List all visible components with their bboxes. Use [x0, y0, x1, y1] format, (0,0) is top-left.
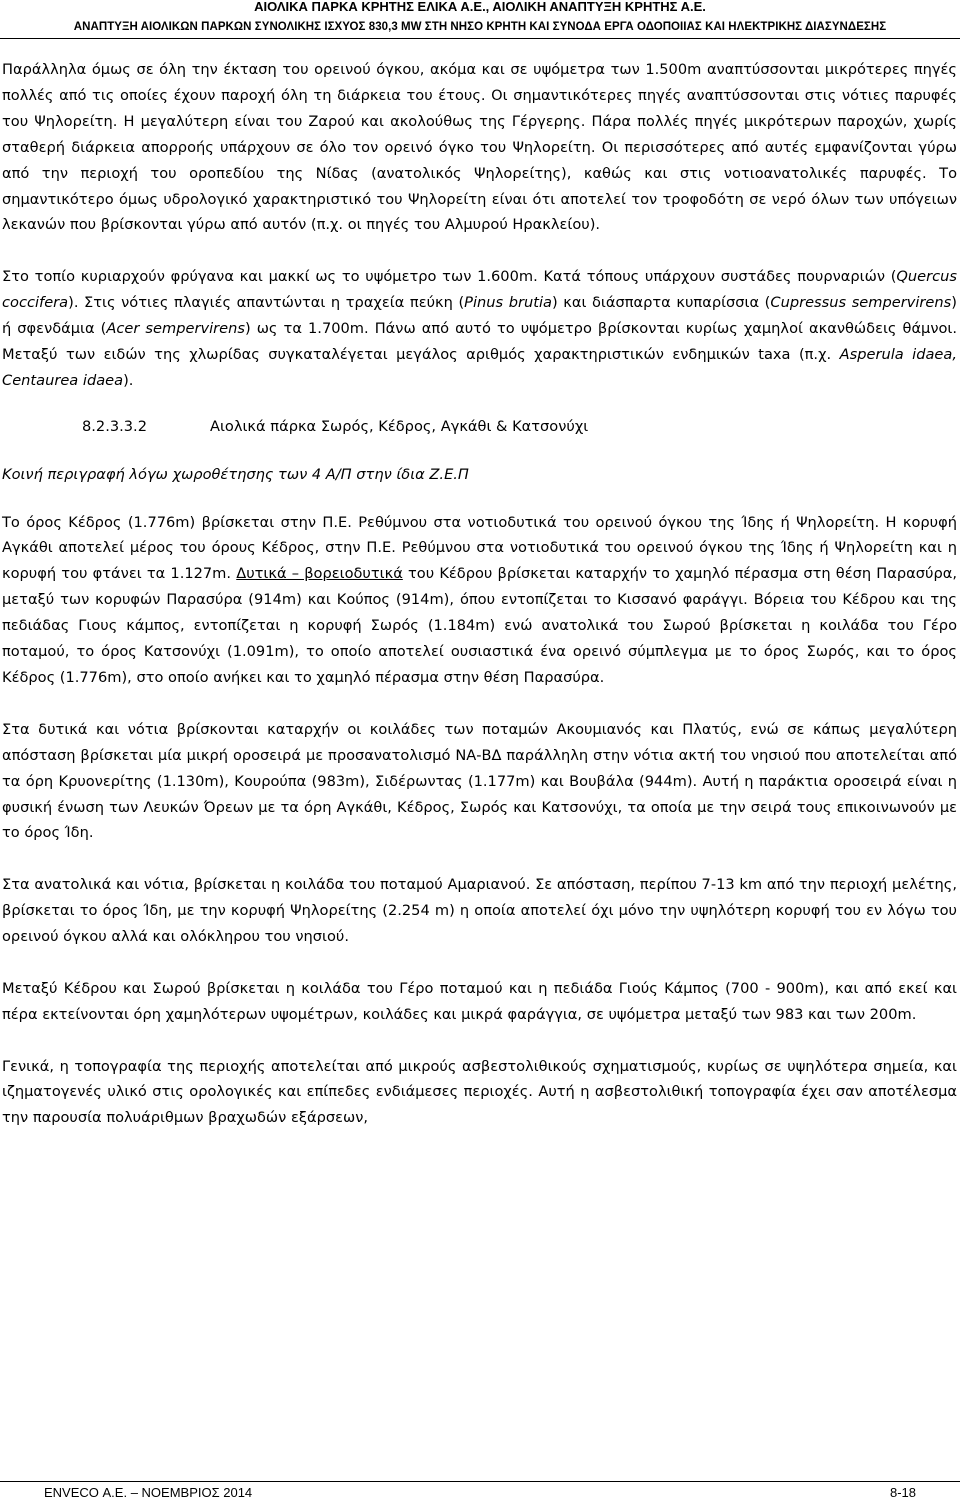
underlined-text: Δυτικά – βορειοδυτικά: [236, 565, 403, 583]
section-heading: [2, 414, 957, 440]
text-run: Το όρος Κέδρος (1.776m) βρίσκεται στην Π.Ε. Ρεθύμνου στα νοτιοδυτικά του ορεινού όγκου της Ίδης ή Ψηλορείτη. Η κορυφή Αγκάθι αποτελεί μέρος του όρους Κέδρος, στην Π.Ε. Ρεθύμνου στα νοτιοδυτικά του ορεινού όγκου της Ίδης ή Ψηλορείτη και η κορυφή του φτάνει τα 1.127m.: [2, 513, 957, 583]
text-run: ). Στις νότιες πλαγιές απαντώνται η τραχεία πεύκη (: [68, 294, 465, 312]
species-name: Quercus coccifera: [2, 268, 957, 312]
paragraph-springs: Παράλληλα όμως σε όλη την έκταση του ορεινού όγκου, ακόμα και σε υψόμετρα των 1.500m αναπτύσσονται μικρότερες πηγές πολλές από τις οποίες έχουν παροχή όλη τη διάρκεια του έτους. Οι σημαντικότερες πηγές αναπτύσσονται στις νότιες παρυφές του Ψηλορείτη. Η μεγαλύτερη είναι του Ζαρού και ακολούθως της Γέργερης. Πάρα πολλές πηγές μικρότερων παροχών, χωρίς σταθερή διάρκεια απορροής υπάρχουν σε όλο τον ορεινό όγκο του Ψηλορείτη. Οι περισσότερες από αυτές εμφανίζονται γύρω από την περιοχή του οροπεδίου της Νίδας (ανατολικός Ψηλορείτης), καθώς και στις νοτιοανατολικές παρυφές. Το σημαντικότερο όμως υδρολογικό χαρακτηριστικό του Ψηλορείτη είναι ότι αποτελεί τον τροφοδότη σε νερό όλων των υπόγειων λεκανών που βρίσκονται γύρω από αυτόν (π.χ. οι πηγές του Αλμυρού Ηρακλείου).: [2, 61, 957, 234]
species-name: Asperula idaea, Centaurea idaea: [2, 345, 957, 389]
paragraph-west-south: Στα δυτικά και νότια βρίσκονται καταρχήν οι κοιλάδες των ποταμών Ακουμιανός και Πλατύς, ενώ σε κάπως μεγαλύτερη απόσταση βρίσκεται μία μικρή οροσειρά με προσανατολισμό ΝΑ-ΒΔ παράλληλη στην νότια ακτή του νησιού που αποτελείται από τα όρη Κρυονερίτης (1.130m), Κουρούπα (983m), Σιδέρωντας (1.177m) και Βουβάλα (944m). Αυτή η παράκτια οροσειρά είναι η φυσική ένωση των Λευκών Όρεων με τα όρη Αγκάθι, Κέδρος, Σωρός και Κατσονύχι, τα οποία με την σειρά τους επικοινωνούν με το όρος Ίδη.: [2, 720, 957, 842]
footer-company-date: ENVECO Α.Ε. – ΝΟΕΜΒΡΙΟΣ 2014: [44, 1485, 253, 1500]
species-name: Cupressus sempervirens: [770, 294, 952, 312]
text-run: ) ή σφενδάμια (: [2, 294, 957, 338]
page-header: [0, 0, 960, 39]
paragraph-kedros: [2, 510, 957, 691]
section-subtitle: Κοινή περιγραφή λόγω χωροθέτησης των 4 Α/Π στην ίδια Ζ.Ε.Π: [2, 465, 469, 483]
text-run: ) ως τα 1.700m. Πάνω από αυτό το υψόμετρο βρίσκονται κυρίως χαμηλοί ακανθώδεις θάμνοι. Μεταξύ των ειδών της χλωρίδας συγκαταλέγεται μεγάλος αριθμός χαρακτηριστικών ενδημικών taxa (π.χ.: [2, 320, 958, 363]
text-run: Στο τοπίο κυριαρχούν φρύγανα και μακκί ως το υψόμετρο των 1.600m. Κατά τόπους υπάρχουν συστάδες πουρναριών (: [2, 268, 897, 286]
section-title: Αιολικά πάρκα Σωρός, Κέδρος, Αγκάθι & Κατσονύχι: [210, 417, 589, 435]
section-number: 8.2.3.3.2: [82, 417, 147, 435]
paragraph-topography: Γενικά, η τοπογραφία της περιοχής αποτελείται από μικρούς ασβεστολιθικούς σχηματισμούς, κυρίως σε υψηλότερα σημεία, και ιζηματογενές υλικό στις ορολογικές και επίπεδες ενδιάμεσες περιοχές. Αυτή η ασβεστολιθική τοπογραφία έχει σαν αποτέλεσμα την παρουσία πολυάριθμων βραχωδών εξάρσεων,: [2, 1057, 957, 1127]
header-company-line: ΑΙΟΛΙΚΑ ΠΑΡΚΑ ΚΡΗΤΗΣ ΕΛΙΚΑ Α.Ε., ΑΙΟΛΙΚΗ ΑΝΑΠΤΥΞΗ ΚΡΗΤΗΣ Α.Ε.: [254, 0, 706, 14]
page-footer: [0, 1481, 960, 1502]
paragraph-gero-valley: Μεταξύ Κέδρου και Σωρού βρίσκεται η κοιλάδα του Γέρο ποταμού και η πεδιάδα Γιούς Κάμπος (700 - 900m), και από εκεί και πέρα εκτείνονται όρη χαμηλότερων υψομέτρων, κοιλάδες και μικρά φαράγγια, σε υψόμετρα μεταξύ των 983 και των 200m.: [2, 979, 957, 1023]
species-name: Pinus brutia: [464, 294, 552, 312]
page-number: 8-18: [889, 1485, 916, 1500]
header-project-line: ΑΝΑΠΤΥΞΗ ΑΙΟΛΙΚΩΝ ΠΑΡΚΩΝ ΣΥΝΟΛΙΚΗΣ ΙΣΧΥΟΣ 830,3 MW ΣΤΗ ΝΗΣΟ ΚΡΗΤΗ ΚΑΙ ΣΥΝΟΔΑ ΕΡΓΑ ΟΔΟΠΟΙΙΑΣ ΚΑΙ ΗΛΕΚΤΡΙΚΗΣ ΔΙΑΣΥΝΔΕΣΗΣ: [73, 21, 887, 33]
text-run: ).: [123, 371, 134, 389]
text-run: του Κέδρου βρίσκεται καταρχήν το χαμηλό πέρασμα στη θέση Παρασύρα, μεταξύ των κορυφών Παρασύρα (914m) και Κούπος (914m), όπου εντοπίζεται το Κισσανό φαράγγι. Βόρεια του Κέδρου και της πεδιάδας Γιους κάμπος, εντοπίζεται η κορυφή Σωρός (1.184m) ενώ ανατολικά του Σωρού βρίσκεται η κοιλάδα του Γέρο ποταμού, το όρος Κατσονύχι (1.091m), το οποίο αποτελεί ουσιαστικά ένα ορεινό σύμπλεγμα με το όρος Σωρός, και το όρος Κέδρος (1.776m), στο οποίο ανήκει και το χαμηλό πέρασμα στην θέση Παρασύρα.: [2, 565, 957, 687]
document-body: [2, 57, 957, 1157]
text-run: ) και διάσπαρτα κυπαρίσσια (: [551, 294, 771, 312]
paragraph-vegetation: [2, 264, 957, 394]
species-name: Acer sempervirens: [106, 320, 245, 338]
paragraph-east-south: Στα ανατολικά και νότια, βρίσκεται η κοιλάδα του ποταμού Αμαριανού. Σε απόσταση, περίπου 7-13 km από την περιοχή μελέτης, βρίσκεται το όρος Ίδη, με την κορυφή Ψηλορείτης (2.254 m) η οποία αποτελεί όχι μόνο την υψηλότερη κορυφή του εν λόγω του ορεινού όγκου αλλά και ολόκληρου του νησιού.: [2, 876, 957, 946]
